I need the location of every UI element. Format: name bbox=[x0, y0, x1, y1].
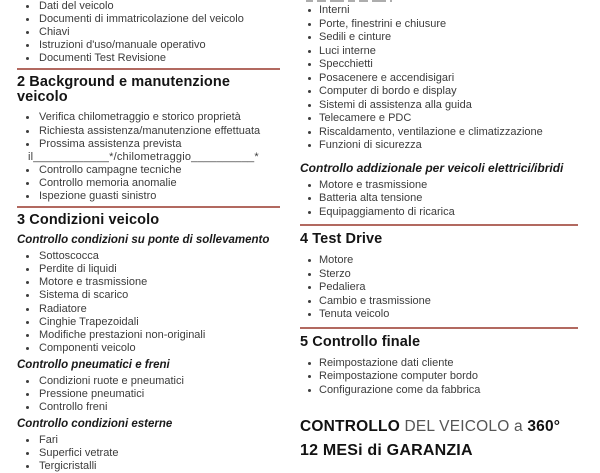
list-item-label: Riscaldamento, ventilazione e climatizzazione bbox=[319, 125, 543, 138]
list-item bbox=[17, 250, 280, 263]
list-item bbox=[17, 0, 280, 13]
list-item-label: Equipaggiamento di ricarica bbox=[319, 205, 455, 218]
list-item-label: Prossima assistenza prevista bbox=[39, 137, 182, 150]
bullet-icon bbox=[26, 380, 29, 383]
checklist bbox=[17, 375, 280, 414]
section-divider bbox=[300, 327, 578, 329]
checklist bbox=[17, 0, 280, 65]
bullet-icon bbox=[308, 9, 311, 12]
footer-claim-bold-2: 360° bbox=[527, 418, 561, 435]
list-item-label: Reimpostazione dati cliente bbox=[319, 356, 454, 369]
list-item bbox=[300, 85, 578, 99]
list-item bbox=[17, 460, 280, 473]
bullet-icon bbox=[26, 182, 29, 185]
list-item-label: Sterzo bbox=[319, 267, 351, 280]
header: 4 Test Drive bbox=[300, 231, 383, 247]
bullet-icon bbox=[308, 90, 311, 93]
bullet-icon bbox=[308, 300, 311, 303]
list-item-label: Chiavi bbox=[39, 26, 70, 39]
list-item-label: Controllo freni bbox=[39, 401, 108, 414]
bullet-icon bbox=[308, 23, 311, 26]
list-item-label: Radiatore bbox=[39, 302, 87, 315]
list-item-label: Condizioni ruote e pneumatici bbox=[39, 374, 184, 387]
list-item bbox=[17, 26, 280, 39]
list-item bbox=[17, 190, 280, 203]
list-item bbox=[300, 45, 578, 59]
checklist bbox=[300, 4, 578, 153]
bullet-icon bbox=[308, 63, 311, 66]
list-item bbox=[17, 125, 280, 138]
footer-claim-regular: DEL VEICOLO a bbox=[404, 418, 523, 435]
list-item-label: Istruzioni d'uso/manuale operativo bbox=[39, 39, 206, 52]
list-item bbox=[17, 263, 280, 276]
list-item bbox=[17, 329, 280, 342]
list-item bbox=[300, 126, 578, 140]
bullet-icon bbox=[26, 116, 29, 119]
bullet-icon bbox=[308, 259, 311, 262]
list-item-label: Posacenere e accendisigari bbox=[319, 71, 455, 84]
list-item bbox=[300, 58, 578, 72]
list-item-label: Controllo memoria anomalie bbox=[39, 176, 177, 189]
bullet-icon bbox=[308, 131, 311, 134]
list-item-label: Superfici vetrate bbox=[39, 447, 119, 460]
list-item bbox=[17, 13, 280, 26]
bullet-icon bbox=[26, 18, 29, 21]
checklist bbox=[300, 179, 578, 220]
list-item bbox=[300, 206, 578, 220]
list-item bbox=[300, 18, 578, 32]
bullet-icon bbox=[308, 313, 311, 316]
footer-claim-bold-1: CONTROLLO bbox=[300, 418, 400, 435]
checklist bbox=[300, 254, 578, 322]
footer-warranty: 12 MESi di GARANZIA bbox=[300, 442, 473, 459]
bullet-icon bbox=[308, 50, 311, 53]
list-item bbox=[300, 357, 578, 371]
bullet-icon bbox=[308, 144, 311, 147]
checklist bbox=[300, 357, 578, 398]
subheader: Controllo condizioni su ponte di sollevamento bbox=[17, 234, 270, 247]
footer-claim bbox=[300, 418, 578, 436]
list-item bbox=[17, 342, 280, 355]
list-item bbox=[300, 72, 578, 86]
bullet-icon bbox=[26, 308, 29, 311]
list-item bbox=[17, 303, 280, 316]
bullet-icon bbox=[26, 5, 29, 8]
bullet-icon bbox=[26, 195, 29, 198]
left-column bbox=[17, 0, 280, 473]
bullet-icon bbox=[308, 36, 311, 39]
list-item bbox=[17, 401, 280, 414]
list-item bbox=[17, 177, 280, 190]
list-item-label: Funzioni di sicurezza bbox=[319, 139, 422, 151]
bullet-icon bbox=[26, 294, 29, 297]
list-item-label: Cambio e trasmissione bbox=[319, 294, 431, 307]
list-item-label: Sistemi di assistenza alla guida bbox=[319, 98, 472, 111]
bullet-icon bbox=[308, 286, 311, 289]
list-item bbox=[300, 370, 578, 384]
list-item-label: Documenti di immatricolazione del veicolo bbox=[39, 13, 244, 26]
list-item-label: Motore e trasmissione bbox=[319, 178, 428, 191]
list-item-label: Sottoscocca bbox=[39, 250, 99, 263]
list-item bbox=[300, 268, 578, 282]
bullet-icon bbox=[26, 465, 29, 468]
list-item-label: Porte, finestrini e chiusure bbox=[319, 17, 447, 30]
list-item-label: Documenti Test Revisione bbox=[39, 52, 166, 65]
list-item bbox=[300, 4, 578, 18]
list-item-label: Controllo campagne tecniche bbox=[39, 163, 182, 176]
list-item bbox=[300, 99, 578, 113]
list-item-label: Componenti veicolo bbox=[39, 341, 136, 354]
list-item bbox=[17, 289, 280, 302]
bullet-icon bbox=[26, 268, 29, 271]
section-divider bbox=[300, 224, 578, 226]
subheader: Controllo addizionale per veicoli elettrici/ibridi bbox=[300, 160, 564, 175]
list-item-label: Batteria alta tensione bbox=[319, 192, 423, 204]
list-item-label: Richiesta assistenza/manutenzione effettuata bbox=[39, 124, 261, 137]
bullet-icon bbox=[308, 117, 311, 120]
list-item-label: Sistema di scarico bbox=[39, 289, 129, 302]
list-item-label: Perdite di liquidi bbox=[39, 263, 117, 276]
bullet-icon bbox=[26, 57, 29, 60]
cutoff-text-sliver bbox=[306, 0, 392, 2]
header: 5 Controllo finale bbox=[300, 333, 421, 350]
list-item bbox=[17, 316, 280, 329]
list-item-label: Motore bbox=[319, 254, 354, 266]
bullet-icon bbox=[26, 452, 29, 455]
subheader: Controllo pneumatici e freni bbox=[17, 358, 170, 371]
bullet-icon bbox=[26, 281, 29, 284]
list-item-label: Reimpostazione computer bordo bbox=[319, 370, 478, 382]
list-item bbox=[300, 112, 578, 126]
bullet-icon bbox=[26, 406, 29, 409]
list-item-label: Tenuta veicolo bbox=[319, 308, 390, 320]
checklist bbox=[17, 250, 280, 355]
list-item bbox=[17, 388, 280, 401]
list-item-label: Configurazione come da fabbrica bbox=[319, 383, 481, 396]
bullet-icon bbox=[308, 77, 311, 80]
list-item bbox=[17, 276, 280, 289]
right-column bbox=[300, 0, 578, 460]
bullet-icon bbox=[308, 389, 311, 392]
bullet-icon bbox=[308, 211, 311, 214]
list-item bbox=[300, 31, 578, 45]
list-item bbox=[17, 138, 280, 164]
list-item-label: Sedili e cinture bbox=[319, 31, 392, 43]
list-item-label: Modifiche prestazioni non-originali bbox=[39, 328, 206, 341]
bullet-icon bbox=[308, 104, 311, 107]
bullet-icon bbox=[26, 347, 29, 350]
list-item bbox=[17, 39, 280, 52]
list-item-label: Cinghie Trapezoidali bbox=[39, 315, 139, 328]
list-item bbox=[300, 179, 578, 193]
list-item bbox=[300, 384, 578, 398]
list-item bbox=[17, 164, 280, 177]
list-item-label: Motore e trasmissione bbox=[39, 276, 148, 289]
list-item-continuation: il____________*/chilometraggio__________* bbox=[28, 150, 259, 163]
list-item bbox=[300, 308, 578, 322]
list-item bbox=[17, 434, 280, 447]
section-divider bbox=[17, 68, 280, 70]
list-item bbox=[17, 375, 280, 388]
bullet-icon bbox=[26, 130, 29, 133]
header: 3 Condizioni veicolo bbox=[17, 212, 160, 229]
list-item bbox=[17, 447, 280, 460]
bullet-icon bbox=[26, 393, 29, 396]
list-item-label: Telecamere e PDC bbox=[319, 112, 412, 124]
list-item bbox=[300, 139, 578, 153]
list-item bbox=[17, 111, 280, 124]
bullet-icon bbox=[308, 184, 311, 187]
bullet-icon bbox=[26, 31, 29, 34]
bullet-icon bbox=[308, 273, 311, 276]
bullet-icon bbox=[26, 143, 29, 146]
list-item-label: Interni bbox=[319, 4, 350, 16]
list-item-label: Pedaliera bbox=[319, 281, 366, 293]
subheader: Controllo condizioni esterne bbox=[17, 418, 173, 431]
bullet-icon bbox=[26, 334, 29, 337]
list-item-label: Pressione pneumatici bbox=[39, 387, 145, 400]
header: 2 Background e manutenzione veicolo bbox=[17, 74, 230, 106]
list-item bbox=[300, 254, 578, 268]
list-item-label: Luci interne bbox=[319, 44, 376, 57]
section-divider bbox=[17, 206, 280, 208]
list-item-label: Computer di bordo e display bbox=[319, 85, 457, 97]
bullet-icon bbox=[308, 362, 311, 365]
list-item-label: Specchietti bbox=[319, 58, 373, 70]
bullet-icon bbox=[26, 169, 29, 172]
list-item-label: Verifica chilometraggio e storico proprietà bbox=[39, 111, 241, 124]
bullet-icon bbox=[26, 44, 29, 47]
list-item bbox=[300, 281, 578, 295]
bullet-icon bbox=[308, 375, 311, 378]
bullet-icon bbox=[26, 255, 29, 258]
bullet-icon bbox=[26, 321, 29, 324]
list-item-label: Dati del veicolo bbox=[39, 0, 114, 12]
list-item-label: Ispezione guasti sinistro bbox=[39, 190, 157, 203]
bullet-icon bbox=[308, 197, 311, 200]
checklist bbox=[17, 434, 280, 473]
list-item bbox=[17, 52, 280, 65]
list-item bbox=[300, 295, 578, 309]
bullet-icon bbox=[26, 439, 29, 442]
list-item bbox=[300, 192, 578, 206]
checklist bbox=[17, 111, 280, 203]
list-item-label: Tergicristalli bbox=[39, 460, 97, 473]
list-item-label: Fari bbox=[39, 434, 58, 447]
